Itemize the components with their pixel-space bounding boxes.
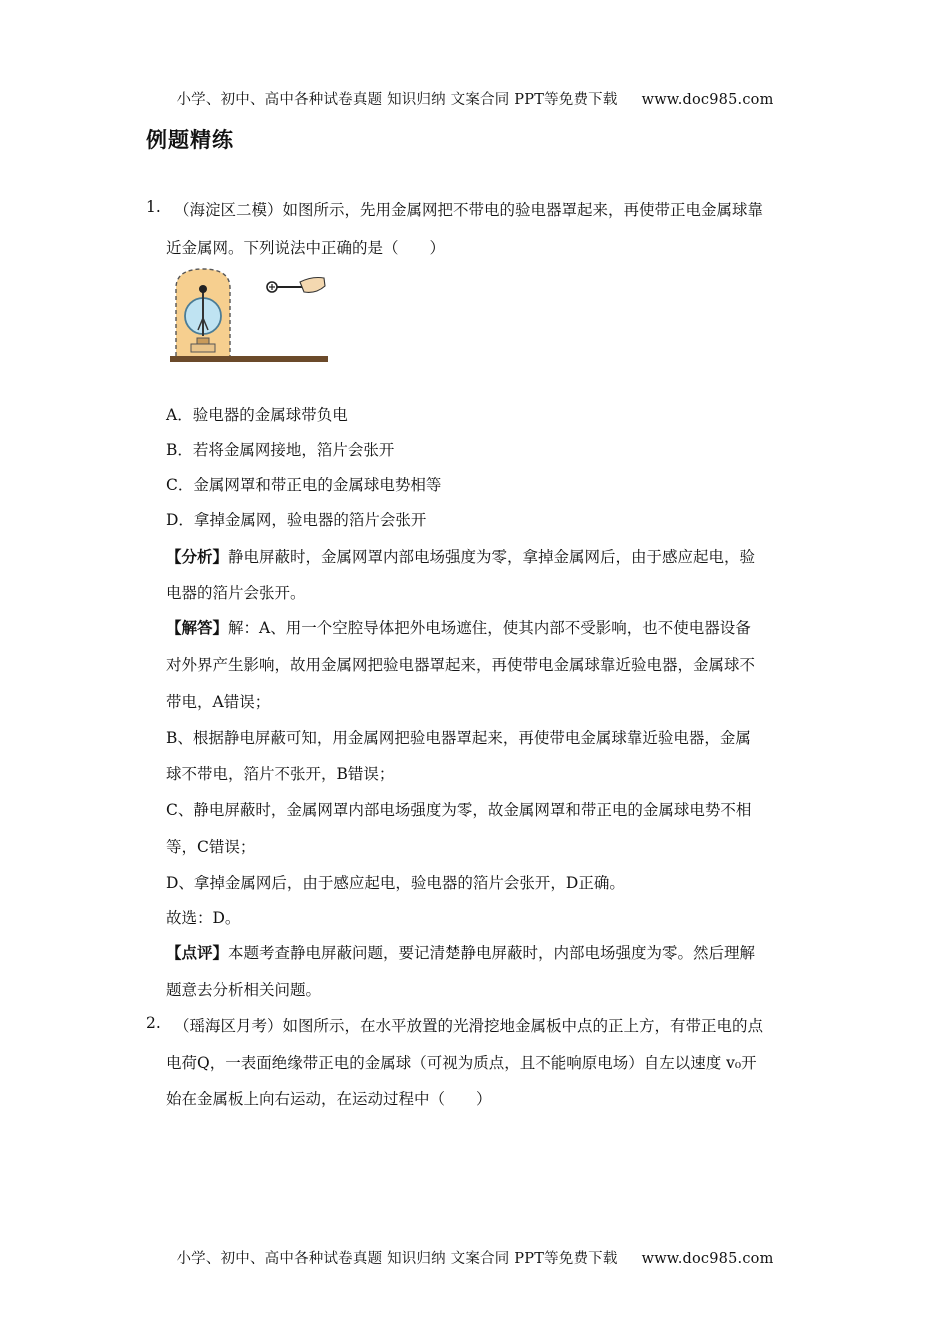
hand-icon [300,278,325,293]
footer-url: www.doc985.com [641,1251,774,1267]
q1-option-a: A．验电器的金属球带负电 [166,406,348,424]
solution-tag: 【解答】 [166,618,229,637]
solution-line2: 对外界产生影响，故用金属网把验电器罩起来，再使带电金属球靠近验电器，金属球不 [166,656,756,674]
analysis-line2: 电器的箔片会张开。 [166,584,306,602]
solution-line8: D、拿掉金属网后，由于感应起电，验电器的箔片会张开，D正确。 [166,874,625,892]
q2-stem-line2: 电荷Q，一表面绝缘带正电的金属球（可视为质点，且不能响原电场）自左以速度 v₀开 [166,1054,757,1072]
footer-text: 小学、初中、高中各种试卷真题 知识归纳 文案合同 PPT等免费下载 [176,1251,618,1267]
solution-line7: 等，C错误； [166,838,256,856]
page-header [0,88,950,109]
q1-stem-line1: （海淀区二模）如图所示，先用金属网把不带电的验电器罩起来，再使带正电金属球靠 [174,201,764,219]
section-title: 例题精练 [146,128,234,152]
q1-option-d: D．拿掉金属网，验电器的箔片会张开 [166,511,427,529]
q2-number: 2. [146,1014,161,1032]
comment-tag: 【点评】 [166,943,229,962]
solution-line4: B、根据静电屏蔽可知，用金属网把验电器罩起来，再使带电金属球靠近验电器，金属 [166,729,751,747]
q1-answer: 故选：D。 [166,909,241,927]
solution-line1: 解：A、用一个空腔导体把外电场遮住，使其内部不受影响，也不使电器设备 [228,619,751,637]
q1-figure [166,264,331,368]
q2-stem-line3: 始在金属板上向右运动，在运动过程中（ ） [166,1090,492,1108]
charged-ball-on-rod-icon [267,282,304,292]
analysis-line1: 静电屏蔽时，金属网罩内部电场强度为零，拿掉金属网后，由于感应起电，验 [228,548,756,566]
solution-line5: 球不带电，箔片不张开，B错误； [166,765,395,783]
header-url: www.doc985.com [641,92,774,108]
header-text: 小学、初中、高中各种试卷真题 知识归纳 文案合同 PPT等免费下载 [176,92,618,108]
analysis-tag: 【分析】 [166,547,229,566]
q1-solution [166,616,751,638]
solution-line6: C、静电屏蔽时，金属网罩内部电场强度为零，故金属网罩和带正电的金属球电势不相 [166,801,752,819]
q1-option-c: C．金属网罩和带正电的金属球电势相等 [166,476,442,494]
page-footer [0,1247,950,1268]
q1-stem-line2: 近金属网。下列说法中正确的是（ ） [166,239,446,257]
comment-line2: 题意去分析相关问题。 [166,981,322,999]
q1-analysis [166,545,755,567]
electroscope-in-mesh-cage-icon [176,269,230,356]
comment-line1: 本题考查静电屏蔽问题，要记清楚静电屏蔽时，内部电场强度为零。然后理解 [228,944,756,962]
q2-stem-line1: （瑶海区月考）如图所示，在水平放置的光滑挖地金属板中点的正上方，有带正电的点 [174,1017,764,1035]
q1-comment [166,941,755,963]
q1-number: 1. [146,198,161,216]
solution-line3: 带电，A错误； [166,693,271,711]
q1-option-b: B．若将金属网接地，箔片会张开 [166,441,395,459]
